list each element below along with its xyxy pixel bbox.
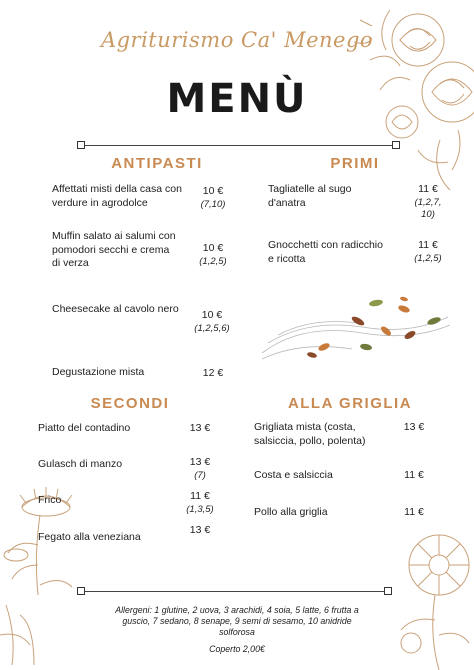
- menu-item-name: Tagliatelle al sugo d'anatra: [268, 183, 352, 209]
- menu-item-price: [392, 506, 436, 520]
- price-value: 10 €: [202, 185, 224, 197]
- menu-item-price: [392, 469, 436, 483]
- allergen-codes: (7,10): [200, 198, 226, 210]
- top-divider-left-cap: [77, 141, 85, 149]
- allergen-codes: (1,2,5,6): [194, 322, 230, 334]
- falling-leaves-icon: [258, 295, 454, 370]
- top-divider: [82, 145, 396, 146]
- allergen-codes: (1,3,5): [186, 503, 214, 515]
- top-divider-right-cap: [392, 141, 400, 149]
- section-title-alla-griglia: ALLA GRIGLIA: [287, 395, 413, 412]
- menu-item-name: Degustazione mista: [52, 366, 145, 378]
- menu-item-price: [392, 421, 436, 435]
- price-value: 10 €: [202, 242, 224, 254]
- price-value: 11 €: [190, 490, 210, 502]
- bottom-divider-left-cap: [77, 587, 85, 595]
- price-value: 13 €: [189, 456, 211, 468]
- menu-item-name: Costa e salsiccia: [254, 469, 333, 481]
- menu-item-name: Fegato alla veneziana: [38, 531, 141, 543]
- menu-item-name: Gulasch di manzo: [38, 458, 123, 470]
- menu-item-name: Cheesecake al cavolo nero: [52, 303, 179, 315]
- price-value: 13 €: [189, 422, 211, 434]
- menu-item-price: [405, 239, 451, 265]
- bottom-divider-right-cap: [384, 587, 392, 595]
- menu-item-price: [182, 309, 242, 335]
- menu-item-price: [178, 524, 222, 538]
- price-value: 11 €: [418, 239, 438, 251]
- price-value: 12 €: [202, 367, 224, 379]
- allergen-codes: (1,2,5): [414, 252, 442, 264]
- allergen-codes: (7): [194, 469, 206, 481]
- price-value: 13 €: [189, 524, 211, 536]
- section-title-antipasti: ANTIPASTI: [111, 155, 203, 172]
- menu-item-name: Affettati misti della casa con verdure in agrodolce: [52, 183, 182, 209]
- menu-title: MENÙ: [166, 76, 308, 122]
- daisy-flowers-icon: [0, 485, 90, 670]
- menu-item-name: Gnocchetti con radicchio e ricotta: [268, 239, 383, 265]
- menu-item-price: [178, 422, 222, 436]
- menu-item-name: Piatto del contadino: [38, 422, 131, 434]
- menu-item-name: Pollo alla griglia: [254, 506, 328, 518]
- menu-item-name: Frico: [38, 494, 62, 506]
- menu-item-name: Grigliata mista (costa, salsiccia, pollo, polenta): [254, 421, 366, 447]
- allergens-legend: Allergeni: 1 glutine, 2 uova, 3 arachidi, 4 soia, 5 latte, 6 frutta a guscio, 7 sedano, 8 senape, 9 semi di sesamo, 10 anidride solforosa: [115, 605, 359, 637]
- section-title-primi: PRIMI: [330, 155, 380, 172]
- menu-item-price: [172, 490, 228, 516]
- allergen-codes: (1,2,5): [199, 255, 227, 267]
- section-title-secondi: SECONDI: [90, 395, 170, 412]
- price-value: 11 €: [404, 469, 424, 481]
- menu-item-price: [188, 242, 238, 268]
- price-value: 13 €: [403, 421, 425, 433]
- price-value: 11 €: [418, 183, 438, 195]
- allergen-codes: (1,2,7, 10): [414, 196, 442, 220]
- bottom-divider: [82, 591, 388, 592]
- cover-charge: Coperto 2,00€: [209, 644, 265, 654]
- price-value: 10 €: [201, 309, 223, 321]
- menu-item-price: [188, 367, 238, 381]
- menu-item-price: [408, 183, 448, 221]
- menu-item-price: [178, 456, 222, 482]
- price-value: 11 €: [404, 506, 424, 518]
- restaurant-name: Agriturismo Ca' Menego: [100, 28, 374, 52]
- menu-item-price: [188, 185, 238, 211]
- menu-item-name: Muffin salato ai salumi con pomodori secchi e crema di verza: [52, 230, 176, 269]
